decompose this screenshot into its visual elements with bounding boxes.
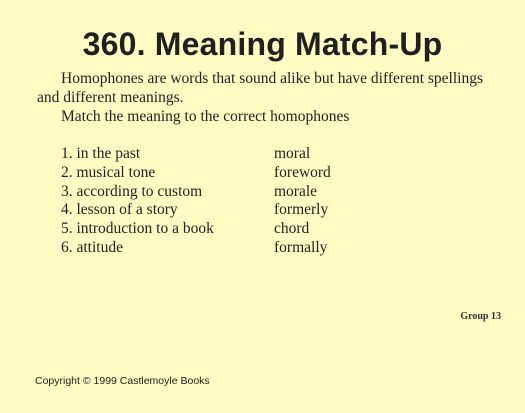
word-item: morale (274, 182, 318, 200)
word-item: moral (274, 145, 311, 162)
word-item: chord (274, 220, 310, 238)
list-item (61, 164, 394, 183)
word-item: foreword (274, 163, 331, 181)
word-item: formerly (274, 201, 329, 219)
meaning-item: 5. introduction to a book (61, 220, 214, 238)
group-label: Group 13 (460, 311, 501, 322)
instructions (37, 69, 507, 126)
word-item: formally (274, 238, 328, 256)
meaning-item: 6. attitude (61, 238, 123, 256)
list-item (61, 183, 394, 202)
list-item (61, 220, 394, 239)
meaning-item: 2. musical tone (61, 163, 156, 181)
meaning-item: 4. lesson of a story (61, 201, 178, 219)
match-list (61, 145, 394, 258)
meaning-item: 1. in the past (61, 145, 141, 162)
list-item (61, 201, 394, 220)
copyright-notice: Copyright © 1999 Castlemoyle Books (35, 375, 210, 387)
match-instruction: Match the meaning to the correct homophones (61, 108, 350, 125)
list-item (61, 239, 394, 258)
homophone-definition: Homophones are words that sound alike but have different spellings and different meanings. (37, 70, 483, 106)
list-item (61, 145, 394, 164)
meaning-item: 3. according to custom (61, 182, 203, 200)
card-title: 360. Meaning Match-Up (82, 26, 443, 62)
